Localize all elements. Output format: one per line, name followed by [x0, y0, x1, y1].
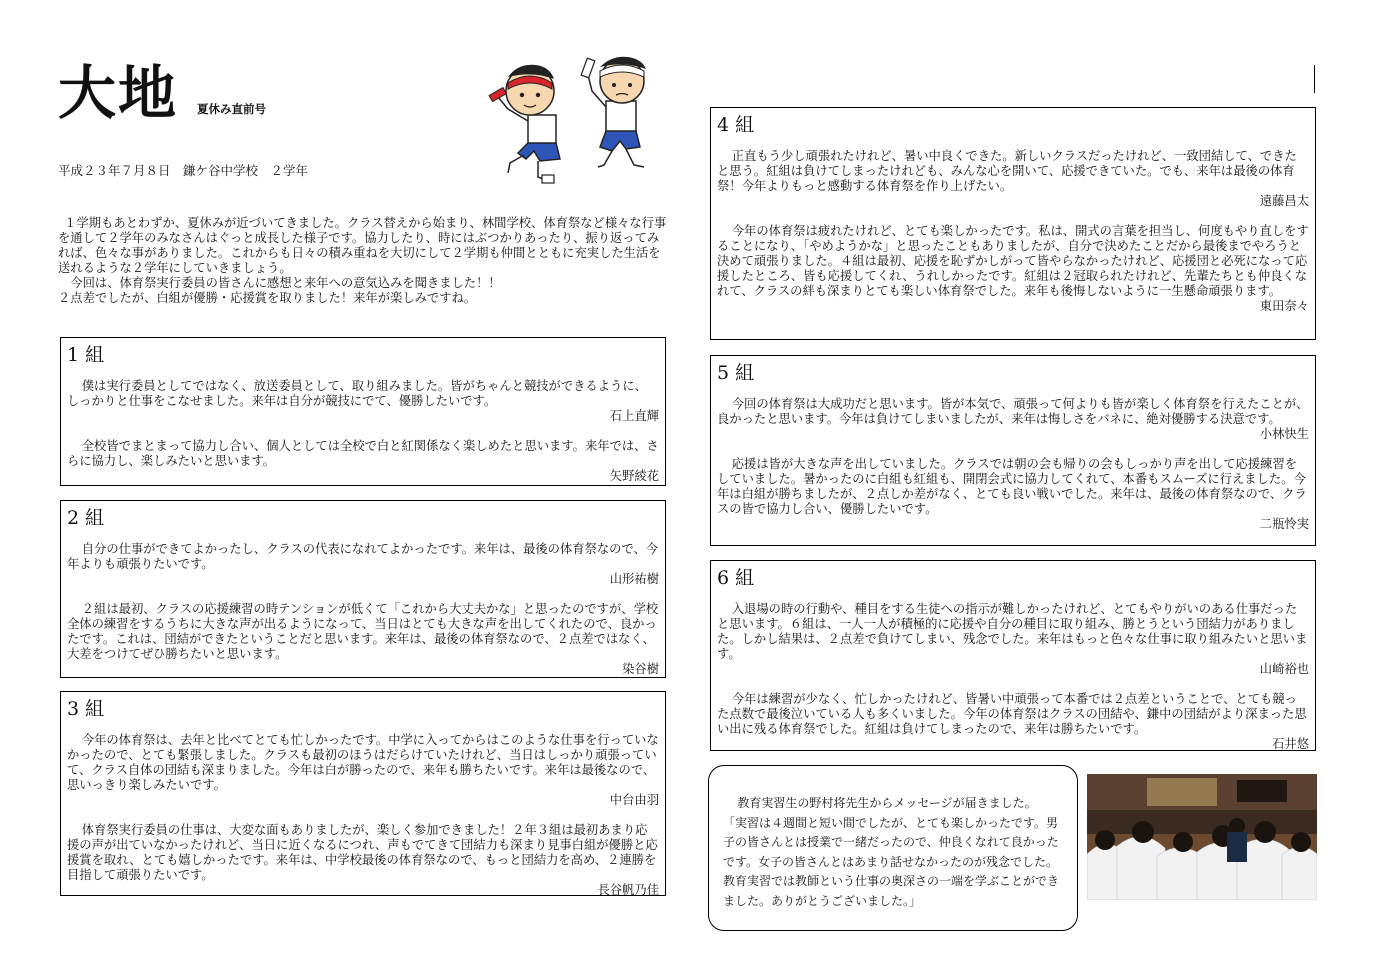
message-body: 「実習は４週間と短い間でしたが、とても楽しかったです。男子の皆さんとは授業で一緒だったので、仲良くなれて良かったです。女子の皆さんとはあまり話せなかったのが残念でした。教育実習では教師という仕事の奥深さの一端を学ぶことができました。ありがとうございました。」 — [723, 815, 1060, 908]
issue-label: 夏休み直前号 — [197, 102, 266, 116]
class-heading: 2 組 — [67, 507, 105, 529]
class-2-box — [60, 500, 666, 678]
class-heading: 1 組 — [67, 344, 105, 366]
entry-text: 体育祭実行委員の仕事は、大変な面もありましたが、楽しく参加できました！２年３組は最初あまり応援の声が出ていなかったけれど、当日に近くなるにつれ、声もでてきて団結力も深まり見事白組が優勝と応援賞を取れ、とても嬉しかったです。来年は、中学校最後の体育祭なので、もっと団結力を高め、２連勝を目指して頑張りたいです。 — [67, 823, 658, 882]
message-lead: 教育実習生の野村将先生からメッセージが届きました。 — [737, 796, 1037, 810]
masthead-title: 大地 — [58, 59, 179, 127]
teacher-message-box — [708, 765, 1078, 931]
left-runner-figure — [489, 65, 560, 183]
entry-author: 東田奈々 — [1259, 299, 1309, 313]
gym-group-photo — [1087, 774, 1317, 900]
class-5-box — [710, 355, 1316, 546]
intro-text — [58, 216, 670, 306]
dateline: 平成２３年７月８日 鎌ケ谷中学校 ２学年 — [58, 163, 309, 178]
class-4-box — [710, 107, 1316, 340]
entry-author: 二瓶怜実 — [1259, 517, 1309, 531]
entry-author: 遠藤昌太 — [1259, 194, 1309, 208]
top-right-rule — [1314, 65, 1315, 93]
class-heading: 6 組 — [717, 567, 755, 589]
class-6-box — [710, 560, 1316, 751]
intro-paragraph-1: １学期もあとわずか、夏休みが近づいてきました。クラス替えから始まり、林間学校、体育祭など様々な行事を通して２学年のみなさんはぐっと成長した様子です。協力したり、時にはぶつかりあったり、振り返ってみれば、色々な事がありました。これからも日々の積み重ねを大切にして２学期も仲間とともに充実した生活を送れるような２学年にしていきましょう。 — [58, 216, 667, 275]
entry-author: 山形祐樹 — [609, 572, 659, 586]
entry-text: 今年は練習が少なく、忙しかったけれど、皆暑い中頑張って本番では２点差ということで、とても競った点数で最後泣いている人も多くいました。今年の体育祭はクラスの団結や、鎌中の団結がより深まった思い出に残る体育祭でした。紅組は負けてしまったので、来年は勝ちたいです。 — [717, 692, 1307, 736]
entry-text: 自分の仕事ができてよかったし、クラスの代表になれてよかったです。来年は、最後の体育祭なので、今年よりも頑張りたいです。 — [67, 542, 659, 571]
relay-runners-illustration — [488, 55, 670, 195]
entry-text: 応援は皆が大きな声を出していました。クラスでは朝の会も帰りの会もしっかり声を出して応援練習をしていました。暑かったのに白組も紅組も、開閉会式に協力してくれて、本番もスムーズに行えました。今年は白組が勝ちましたが、２点しか差がなく、とても良い戦いでした。来年は、最後の体育祭なので、クラスの皆で協力し合い、優勝したいです。 — [717, 457, 1307, 516]
class-1-box — [60, 337, 666, 486]
entry-author: 小林快生 — [1259, 427, 1309, 441]
entry-text: 正直もう少し頑張れたけれど、暑い中良くできた。新しいクラスだったけれど、一致団結して、できたと思う。紅組は負けてしまったけれども、みんな心を開いて、応援できていた。でも、来年は最後の体育祭！今年よりもっと感動する体育祭を作り上げたい。 — [717, 149, 1297, 193]
class-3-box — [60, 691, 666, 896]
entry-author: 中台由羽 — [609, 793, 659, 807]
entry-author: 石上直輝 — [609, 409, 659, 423]
intro-paragraph-3: ２点差でしたが、白組が優勝・応援賞を取りました！来年が楽しみですね。 — [58, 291, 477, 305]
entry-text: 今年の体育祭は、去年と比べてとても忙しかったです。中学に入ってからはこのような仕事を行っていなかったので、とても緊張しました。クラスも最初のほうはだらけていたけれど、当日はしっかり頑張っていて、クラス自体の団結も深まりました。今年は白が勝ったので、来年も勝ちたいです。来年は最後なので、思いっきり楽しみたいです。 — [67, 733, 659, 792]
entry-text: 今年の体育祭は疲れたけれど、とても楽しかったです。私は、開式の言葉を担当し、何度もやり直しをすることになり、「やめようかな」と思ったこともありましたが、自分で決めたことだから最後までやろうと決めて頑張りました。４組は最初、応援を恥ずかしがって皆やらなかったけれど、応援団と必死になって応援したところ、皆も応援してくれ、うれしかったです。紅組は２冠取られたけれど、先輩たちとも仲良くなれて、クラスの絆も深まりとても楽しい体育祭でした。来年も後悔しないように一生懸命頑張ります。 — [717, 224, 1309, 298]
entry-author: 石井悠 — [1272, 737, 1309, 751]
entry-text: 全校皆でまとまって協力し合い、個人としては全校で白と紅関係なく楽しめたと思います。来年では、さらに協力し、楽しみたいと思います。 — [67, 439, 659, 468]
entry-text: ２組は最初、クラスの応援練習の時テンションが低くて「これから大丈夫かな」と思ったのですが、学校全体の練習をするうちに大きな声が出るようになって、当日はとても大きな声を出してくれたので、良かったです。これは、団結ができたということだと思います。来年は、最後の体育祭なので、２点差ではなく、大差をつけてぜひ勝ちたいと思います。 — [67, 602, 659, 661]
entry-author: 染谷樹 — [622, 662, 659, 676]
entry-author: 山崎裕也 — [1259, 662, 1309, 676]
class-heading: 4 組 — [717, 114, 755, 136]
class-heading: 3 組 — [67, 698, 105, 720]
intro-paragraph-2: 今回は、体育祭実行委員の皆さんに感想と来年への意気込みを聞きました！！ — [70, 276, 501, 290]
entry-author: 矢野綾花 — [609, 469, 659, 483]
class-heading: 5 組 — [717, 362, 755, 384]
entry-author: 長谷帆乃佳 — [597, 883, 659, 897]
entry-text: 僕は実行委員としてではなく、放送委員として、取り組みました。皆がちゃんと競技ができるように、しっかりと仕事をこなせました。来年は自分が競技にでて、優勝したいです。 — [67, 379, 647, 408]
entry-text: 入退場の時の行動や、種目をする生徒への指示が難しかったけれど、とてもやりがいのある仕事だったと思います。６組は、一人一人が積極的に応援や自分の種目に取り組み、勝とうという団結力がありました。しかし結果は、２点差で負けてしまい、残念でした。来年はもっと色々な仕事に取り組みたいと思います。 — [717, 602, 1308, 661]
entry-text: 今回の体育祭は大成功だと思います。皆が本気で、頑張って何よりも皆が楽しく体育祭を行えたことが、良かったと思います。今年は負けてしまいましたが、来年は悔しさをバネに、絶対優勝する決意です。 — [717, 397, 1309, 426]
right-runner-figure — [581, 57, 646, 167]
